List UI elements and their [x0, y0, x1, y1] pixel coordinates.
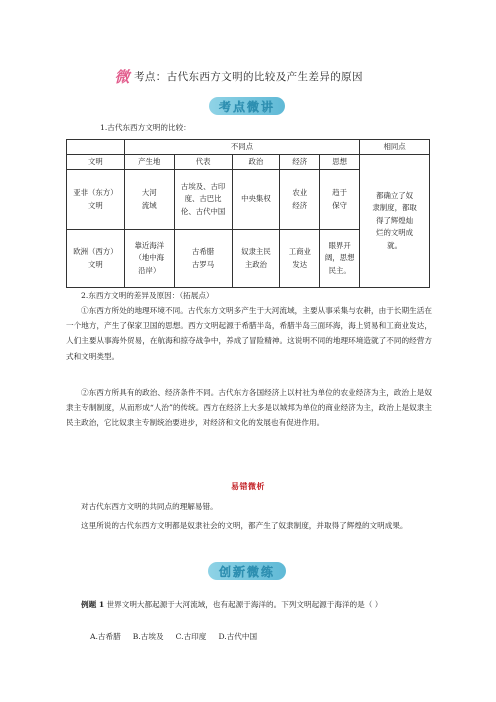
cell-line: 奴隶主民 [241, 247, 271, 256]
cell-line: 经济 [292, 200, 308, 210]
example-options [90, 629, 390, 644]
cell-line: 大河 [141, 188, 157, 197]
cell-place [124, 170, 174, 230]
error-paragraph-2-text: 这里所说的古代东西方文明都是奴隶社会的文明，都产生了奴隶制度，并取得了辉煌的文明成果。 [81, 521, 408, 530]
cell-line: 眼界开 [328, 240, 351, 250]
section-banner-practice: 创新微练 [208, 562, 286, 580]
cell-politics [232, 170, 280, 230]
cell-civ [67, 230, 125, 288]
cell-line: 度、古巴比 [184, 194, 222, 204]
cell-line: 古罗马 [192, 259, 215, 269]
section1-title: 1.古代东西方文明的比较： [100, 123, 191, 132]
cell-thought [320, 230, 360, 288]
option-d[interactable]: D.古代中国 [218, 632, 258, 641]
section2-title [66, 288, 432, 303]
cell-line: 中央集权 [241, 194, 271, 204]
col-header-politics: 政治 [232, 155, 280, 170]
cell-line: 靠近海洋 [134, 240, 165, 250]
cell-line: 农业 [292, 188, 308, 197]
cell-line: （地中海 [134, 253, 165, 263]
error-paragraph-2 [66, 518, 432, 533]
error-paragraph-1-text: 对古代东西方文明的共同点的理解易错。 [81, 502, 218, 511]
cell-line: 古埃及、古印 [180, 181, 226, 191]
same-line: 隶制度，都取 [372, 203, 417, 213]
section2-title-text: 2.东西方文明的差异及原因：（拓展点） [81, 291, 214, 300]
paragraph-geography [66, 303, 432, 364]
paragraph-politics-text: ②东西方所具有的政治、经济条件不同。古代东方各国经济上以村社为单位的农业经济为主，政治上是奴隶主专制制度，从而形成“人治”的传统。西方在经济上大多是以城邦为单位的商业经济为主，政治上是奴隶主民主政治，它比奴隶主专制统治要进步，对经济和文化的发展也有促进作用。 [66, 388, 432, 428]
cell-line: 古希腊 [192, 247, 215, 256]
cell-line: 主政治 [244, 259, 268, 269]
micro-badge-icon: 微 [114, 67, 130, 86]
cell-line: 发达 [292, 259, 308, 269]
cell-line: 阔，思想 [324, 253, 355, 263]
col-header-rep: 代表 [174, 155, 232, 170]
same-line: 都确立了奴 [376, 190, 414, 200]
header-same: 相同点 [360, 140, 430, 155]
cell-line: 文明 [88, 200, 103, 210]
cell-line: 沿岸） [138, 265, 161, 275]
error-paragraph-1 [66, 499, 432, 514]
col-header-thought: 思想 [320, 155, 360, 170]
same-line: 烂的文明成 [376, 228, 414, 238]
cell-politics [232, 230, 280, 288]
cell-line: 文明 [88, 259, 103, 269]
cell-rep [174, 230, 232, 288]
option-a[interactable]: A.古希腊 [90, 632, 121, 641]
cell-line: 欧洲（西方） [73, 247, 118, 256]
paragraph-geography-text: ①东西方所处的地理环境不同。古代东方文明多产生于大河流域，主要从事采集与农耕，由于长期生活在一个地方，产生了保家卫国的思想。西方文明起源于希腊半岛，希腊半岛三面环海，海上贸易和工商业发达，人们主要从事海外贸易，在航海和掠夺战争中，养成了冒险精神。这说明不同的地理环境造就了不同的经营方式和文明类型。 [66, 306, 432, 361]
topic-title: 考点：古代东西方文明的比较及产生差异的原因 [134, 70, 363, 83]
cell-rep [174, 170, 232, 230]
example-question [66, 597, 432, 612]
cell-line: 工商业 [288, 247, 311, 256]
cell-economy [280, 230, 320, 288]
table-corner-cell [67, 140, 125, 155]
section-banner-lecture: 考点微讲 [209, 97, 285, 115]
topic-header [112, 66, 363, 86]
cell-line: 保守 [332, 200, 348, 210]
cell-line: 流域 [141, 200, 157, 210]
comparison-table [66, 139, 430, 288]
same-line: 就。 [387, 240, 402, 250]
cell-civ [67, 170, 125, 230]
cell-line: 伦、古代中国 [180, 206, 226, 216]
cell-thought [320, 170, 360, 230]
col-header-economy: 经济 [280, 155, 320, 170]
cell-line: 民主。 [328, 265, 351, 275]
col-header-place: 产生地 [124, 155, 174, 170]
cell-line: 亚非（东方） [73, 188, 118, 197]
cell-place [124, 230, 174, 288]
paragraph-politics [66, 385, 432, 431]
cell-economy [280, 170, 320, 230]
header-diff: 不同点 [124, 140, 359, 155]
example-label: 例题 1 [81, 600, 105, 609]
example-stem: 世界文明大都起源于大河流域，也有起源于海洋的。下列文明起源于海洋的是（ ） [104, 600, 383, 609]
option-b[interactable]: B.古埃及 [132, 632, 164, 641]
option-c[interactable]: C.古印度 [175, 632, 207, 641]
error-analysis-title: 易错微析 [231, 481, 265, 491]
col-header-civ: 文明 [67, 155, 125, 170]
same-line: 得了辉煌灿 [376, 215, 414, 225]
cell-line: 趋于 [332, 188, 348, 197]
same-text-cell [360, 155, 430, 288]
